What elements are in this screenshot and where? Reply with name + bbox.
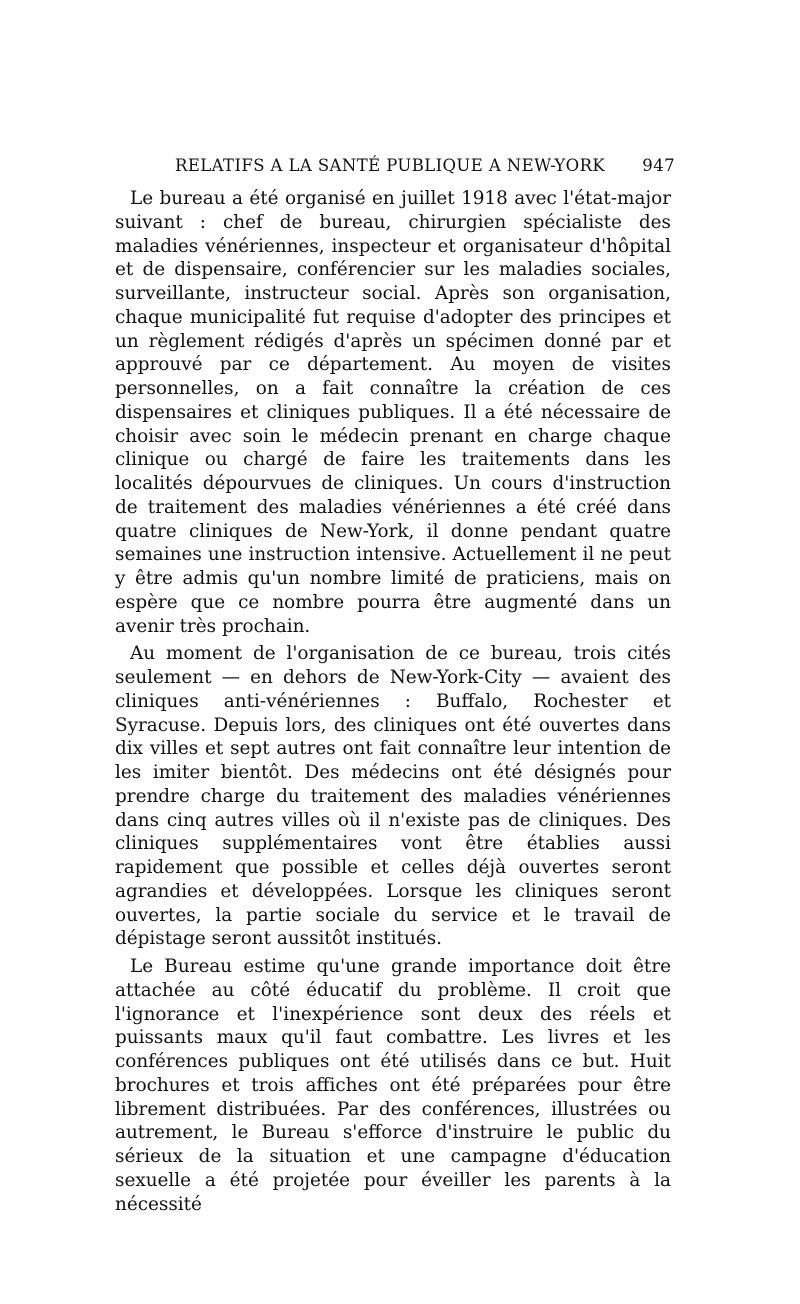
paragraph-cliniques: Au moment de l'organisation de ce bureau, trois cités seulement — en dehors de New-York-City — avaient des cliniques anti-vénériennes : Buffalo, Rochester et Syracuse. Depuis lors, des cliniques ont été ouvertes dans dix villes et sept autres ont fait connaître leur intention de les imiter bientôt. Des médecins ont été désignés pour prendre charge du traitement des maladies vénériennes dans cinq autres villes où il n'existe pas de cliniques. Des cliniques supplémentaires vont être établies aussi rapidement que possible et celles déjà ouvertes seront agrandies et développées. Lorsque les cliniques seront ouvertes, la partie sociale du service et le travail de dépistage seront aussitôt institués.: [115, 643, 671, 950]
running-header: [115, 156, 675, 180]
paragraph-education: Le Bureau estime qu'une grande importance doit être attachée au côté éducatif du problème. Il croit que l'ignorance et l'inexpérience sont deux des réels et puissants maux qu'il faut combattre. Les livres et les conférences publiques ont été utilisés dans ce but. Huit brochures et trois affiches ont été préparées pour être librement distribuées. Par des conférences, illustrées ou autrement, le Bureau s'efforce d'instruire le public du sérieux de la situation et une campagne d'éducation sexuelle a été projetée pour éveiller les parents à la nécessité: [115, 956, 671, 1215]
paragraph-organisation: Le bureau a été organisé en juillet 1918 avec l'état-major suivant : chef de bureau, chirurgien spécialiste des maladies vénériennes, inspecteur et organisateur d'hôpital et de dispensaire, conférencier sur les maladies sociales, surveillante, instructeur social. Après son organisation, chaque municipalité fut requise d'adopter des principes et un règlement rédigés d'après un spécimen donné par et approuvé par ce département. Au moyen de visites personnelles, on a fait connaître la création de ces dispensaires et cliniques publiques. Il a été nécessaire de choisir avec soin le médecin prenant en charge chaque clinique ou chargé de faire les traitements dans les localités dépourvues de cliniques. Un cours d'instruction de traitement des maladies vénériennes a été créé dans quatre cliniques de New-York, il donne pendant quatre semaines une instruction intensive. Actuellement il ne peut y être admis qu'un nombre limité de praticiens, mais on espère que ce nombre pourra être augmenté dans un avenir très prochain.: [115, 188, 671, 637]
page-number: 947: [642, 156, 675, 175]
running-title: RELATIFS A LA SANTÉ PUBLIQUE A NEW-YORK: [175, 156, 606, 175]
body-text: [115, 187, 671, 1218]
